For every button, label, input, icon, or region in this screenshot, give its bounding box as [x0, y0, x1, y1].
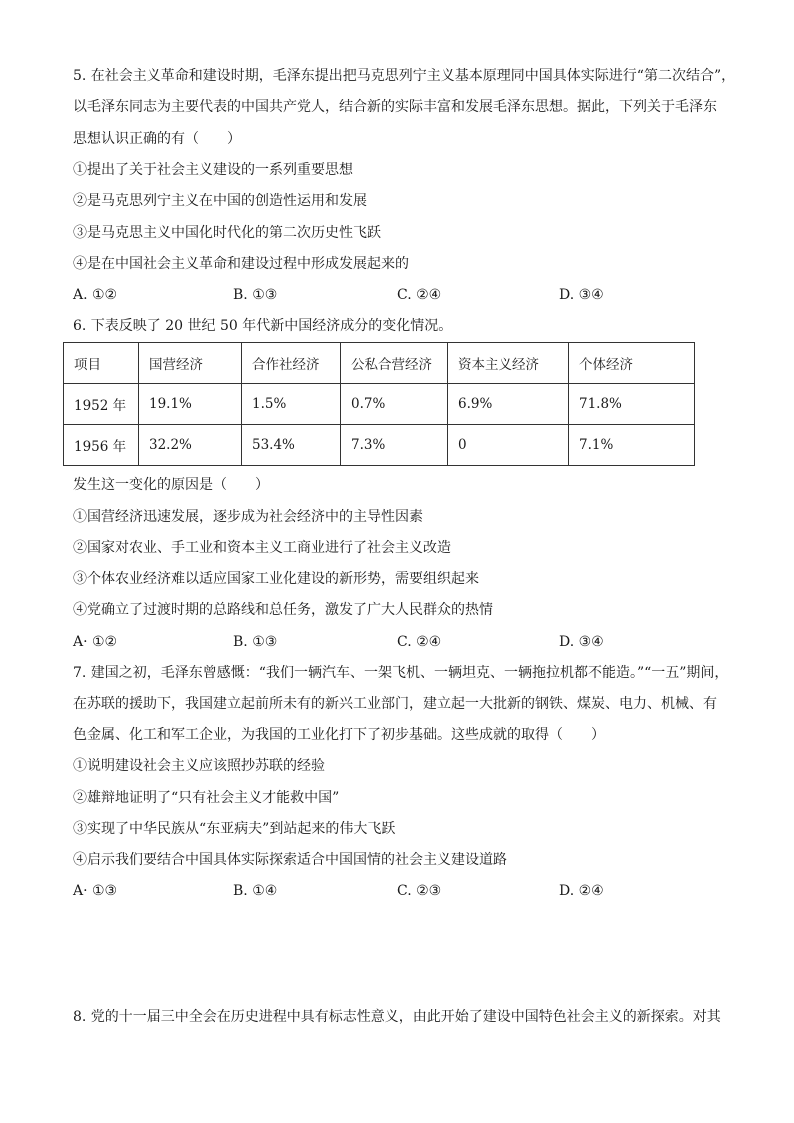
q6-options — [73, 632, 733, 652]
table-cell: 32.2% — [139, 425, 242, 466]
q5-statement-3: ③是马克思主义中国化时代化的第二次历史性飞跃 — [73, 225, 381, 241]
table-header-cell: 项目 — [64, 343, 139, 384]
table-cell: 1.5% — [242, 384, 341, 425]
q5-statement-4: ④是在中国社会主义革命和建设过程中形成发展起来的 — [73, 256, 409, 272]
q6-statement-4: ④党确立了过渡时期的总路线和总任务，激发了广大人民群众的热情 — [73, 602, 493, 618]
table-header-cell: 合作社经济 — [242, 343, 341, 384]
q7-statement-4: ④启示我们要结合中国具体实际探索适合中国国情的社会主义建设道路 — [73, 852, 507, 868]
table-cell: 1952 年 — [64, 384, 139, 425]
q6-option-a[interactable]: A· ①② — [73, 634, 118, 650]
q8-stem-line-1: 8. 党的十一届三中全会在历史进程中具有标志性意义，由此开始了建设中国特色社会主义的新探索。对其 — [73, 1009, 721, 1025]
q7-option-b[interactable]: B. ①④ — [233, 883, 278, 899]
q7-statement-3: ③实现了中华民族从“东亚病夫”到站起来的伟大飞跃 — [73, 821, 396, 837]
q6-statement-1: ①国营经济迅速发展，逐步成为社会经济中的主导性因素 — [73, 509, 423, 525]
q5-option-b[interactable]: B. ①③ — [233, 287, 278, 303]
q5-stem-line-3: 思想认识正确的有（ ） — [73, 131, 241, 147]
table-cell: 19.1% — [139, 384, 242, 425]
q7-statement-2: ②雄辩地证明了“只有社会主义才能救中国” — [73, 790, 340, 806]
table-header-cell: 国营经济 — [139, 343, 242, 384]
q7-option-c[interactable]: C. ②③ — [397, 883, 442, 899]
q6-intro: 6. 下表反映了 20 世纪 50 年代新中国经济成分的变化情况。 — [73, 318, 453, 334]
q5-statement-2: ②是马克思列宁主义在中国的创造性运用和发展 — [73, 193, 367, 209]
table-row — [64, 384, 695, 425]
q5-option-d[interactable]: D. ③④ — [559, 287, 604, 303]
q7-option-d[interactable]: D. ②④ — [559, 883, 604, 899]
q7-stem-line-2: 在苏联的援助下，我国建立起前所未有的新兴工业部门，建立起一大批新的钢铁、煤炭、电力、机械、有 — [73, 696, 717, 712]
q5-stem-line-2: 以毛泽东同志为主要代表的中国共产党人，结合新的实际丰富和发展毛泽东思想。据此，下列关于毛泽东 — [73, 99, 717, 115]
q5-option-a[interactable]: A. ①② — [73, 287, 118, 303]
economy-table — [63, 342, 695, 466]
table-cell: 53.4% — [242, 425, 341, 466]
q6-option-d[interactable]: D. ③④ — [559, 634, 604, 650]
q6-question: 发生这一变化的原因是（ ） — [73, 477, 269, 493]
table-header-row — [64, 343, 695, 384]
table-cell: 0.7% — [341, 384, 448, 425]
q6-statement-2: ②国家对农业、手工业和资本主义工商业进行了社会主义改造 — [73, 540, 451, 556]
q6-option-b[interactable]: B. ①③ — [233, 634, 278, 650]
table-header-cell: 资本主义经济 — [448, 343, 569, 384]
table-cell: 0 — [448, 425, 569, 466]
table-row — [64, 425, 695, 466]
q7-stem-line-1: 7. 建国之初，毛泽东曾感慨：“我们一辆汽车、一架飞机、一辆坦克、一辆拖拉机都不能造。”“一五”期间， — [73, 665, 729, 681]
table-cell: 7.1% — [569, 425, 695, 466]
table-header-cell: 公私合营经济 — [341, 343, 448, 384]
q5-options — [73, 285, 733, 305]
q7-stem-line-3: 色金属、化工和军工企业，为我国的工业化打下了初步基础。这些成就的取得（ ） — [73, 727, 605, 743]
table-header-cell: 个体经济 — [569, 343, 695, 384]
q5-option-c[interactable]: C. ②④ — [397, 287, 442, 303]
q7-statement-1: ①说明建设社会主义应该照抄苏联的经验 — [73, 758, 325, 774]
table-cell: 7.3% — [341, 425, 448, 466]
table-cell: 6.9% — [448, 384, 569, 425]
q6-option-c[interactable]: C. ②④ — [397, 634, 442, 650]
q6-statement-3: ③个体农业经济难以适应国家工业化建设的新形势，需要组织起来 — [73, 571, 479, 587]
q5-statement-1: ①提出了关于社会主义建设的一系列重要思想 — [73, 162, 353, 178]
table-cell: 1956 年 — [64, 425, 139, 466]
q7-option-a[interactable]: A· ①③ — [73, 883, 118, 899]
table-cell: 71.8% — [569, 384, 695, 425]
q5-stem-line-1: 5. 在社会主义革命和建设时期，毛泽东提出把马克思列宁主义基本原理同中国具体实际进行“第二次结合”， — [73, 68, 736, 84]
q7-options — [73, 881, 733, 901]
